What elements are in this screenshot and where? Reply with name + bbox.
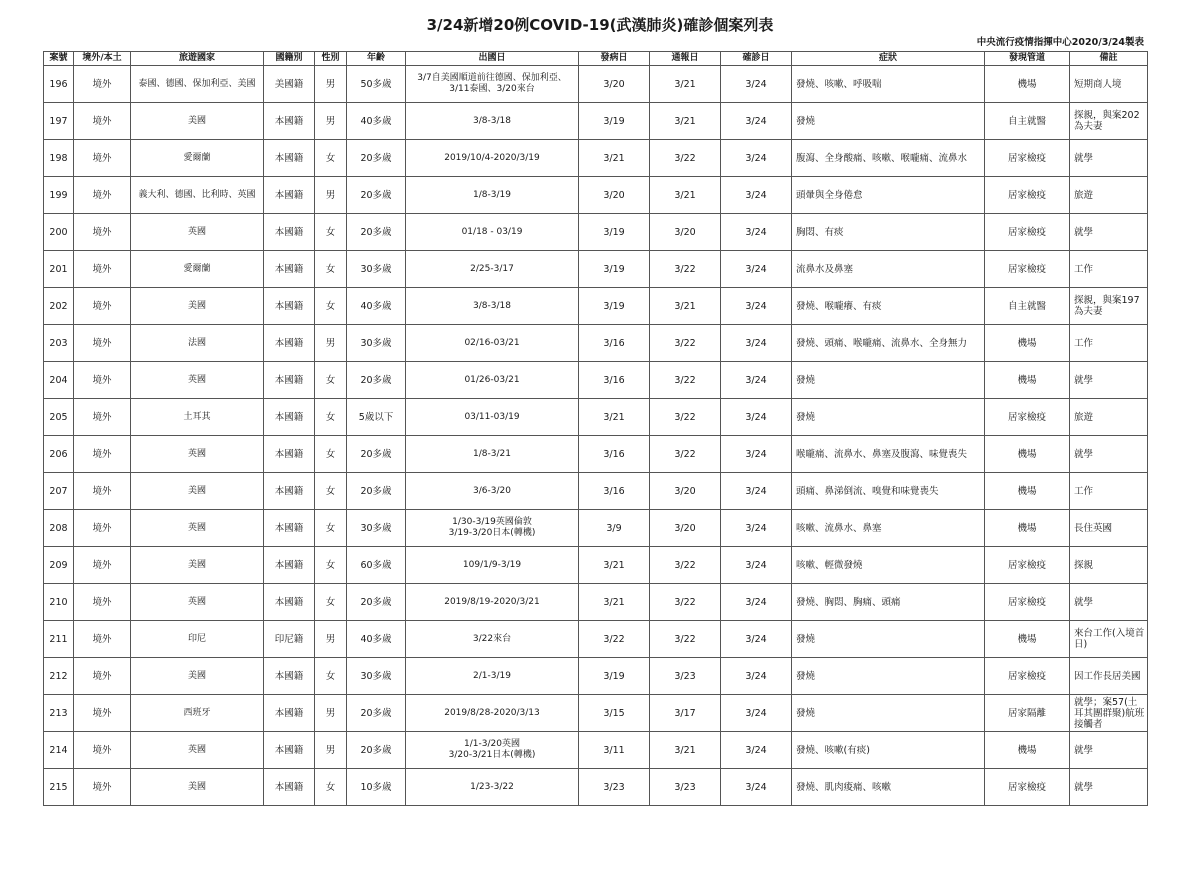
cell-nationality: 本國籍 [264,251,315,288]
cell-detection-channel: 居家檢疫 [985,399,1070,436]
cell-symptoms: 頭暈與全身倦怠 [792,177,985,214]
column-header-onset-date: 發病日 [579,52,650,66]
cell-onset-date: 3/16 [579,436,650,473]
cell-detection-channel: 自主就醫 [985,103,1070,140]
cell-age: 20多歲 [347,214,406,251]
cell-detection-channel: 居家檢疫 [985,140,1070,177]
cell-report-date: 3/22 [650,251,721,288]
cell-case-no: 200 [44,214,74,251]
cell-origin: 境外 [74,66,131,103]
cell-sex: 女 [315,473,347,510]
cell-remarks: 因工作長居美國 [1070,658,1148,695]
cell-age: 20多歲 [347,695,406,732]
cell-confirm-date: 3/24 [721,547,792,584]
cell-report-date: 3/22 [650,140,721,177]
cell-confirm-date: 3/24 [721,436,792,473]
cell-remarks: 探親，與案197為夫妻 [1070,288,1148,325]
cell-case-no: 215 [44,769,74,806]
cell-travel-countries: 美國 [131,288,264,325]
cell-nationality: 本國籍 [264,547,315,584]
cell-sex: 男 [315,325,347,362]
cell-sex: 女 [315,547,347,584]
cell-onset-date: 3/16 [579,362,650,399]
cell-travel-dates: 109/1/9-3/19 [406,547,579,584]
cell-remarks: 就學 [1070,769,1148,806]
cell-travel-dates: 2/1-3/19 [406,658,579,695]
cell-sex: 女 [315,214,347,251]
cell-age: 20多歲 [347,140,406,177]
cell-age: 30多歲 [347,251,406,288]
cell-detection-channel: 機場 [985,436,1070,473]
cell-onset-date: 3/9 [579,510,650,547]
cell-report-date: 3/22 [650,621,721,658]
cell-symptoms: 發燒、頭痛、喉嚨痛、流鼻水、全身無力 [792,325,985,362]
cell-report-date: 3/22 [650,362,721,399]
cell-age: 20多歲 [347,473,406,510]
cell-origin: 境外 [74,325,131,362]
cell-confirm-date: 3/24 [721,695,792,732]
cell-travel-countries: 泰國、德國、保加利亞、美國 [131,66,264,103]
cell-nationality: 本國籍 [264,658,315,695]
cell-symptoms: 咳嗽、輕微發燒 [792,547,985,584]
cell-age: 20多歲 [347,436,406,473]
cell-detection-channel: 機場 [985,473,1070,510]
cell-nationality: 本國籍 [264,584,315,621]
cell-report-date: 3/20 [650,510,721,547]
cell-travel-countries: 愛爾蘭 [131,251,264,288]
cell-sex: 女 [315,584,347,621]
cell-origin: 境外 [74,695,131,732]
cell-onset-date: 3/21 [579,140,650,177]
cell-confirm-date: 3/24 [721,510,792,547]
cell-sex: 女 [315,362,347,399]
cell-nationality: 本國籍 [264,473,315,510]
cell-nationality: 本國籍 [264,732,315,769]
cell-travel-countries: 美國 [131,547,264,584]
cell-onset-date: 3/16 [579,473,650,510]
cell-detection-channel: 居家檢疫 [985,214,1070,251]
cell-confirm-date: 3/24 [721,140,792,177]
cell-origin: 境外 [74,251,131,288]
cell-sex: 女 [315,436,347,473]
cell-nationality: 本國籍 [264,103,315,140]
table-row [44,362,1148,399]
column-header-report-date: 通報日 [650,52,721,66]
cell-report-date: 3/22 [650,436,721,473]
cell-onset-date: 3/22 [579,621,650,658]
cell-nationality: 本國籍 [264,288,315,325]
cell-travel-dates: 1/8-3/19 [406,177,579,214]
cell-travel-countries: 美國 [131,103,264,140]
cell-case-no: 212 [44,658,74,695]
cell-travel-dates: 3/8-3/18 [406,103,579,140]
cell-origin: 境外 [74,473,131,510]
cell-travel-countries: 印尼 [131,621,264,658]
cell-travel-countries: 英國 [131,436,264,473]
cell-travel-dates: 02/16-03/21 [406,325,579,362]
cell-travel-countries: 美國 [131,473,264,510]
cell-symptoms: 咳嗽、流鼻水、鼻塞 [792,510,985,547]
cell-detection-channel: 居家檢疫 [985,658,1070,695]
cell-origin: 境外 [74,732,131,769]
cell-travel-dates: 01/26-03/21 [406,362,579,399]
cell-travel-dates: 2019/8/28-2020/3/13 [406,695,579,732]
cell-remarks: 探親 [1070,547,1148,584]
cell-travel-dates: 2019/10/4-2020/3/19 [406,140,579,177]
cell-origin: 境外 [74,362,131,399]
cell-onset-date: 3/19 [579,214,650,251]
column-header-origin: 境外/本土 [74,52,131,66]
cell-nationality: 本國籍 [264,177,315,214]
cell-origin: 境外 [74,769,131,806]
cell-onset-date: 3/20 [579,66,650,103]
cell-report-date: 3/21 [650,66,721,103]
cell-report-date: 3/20 [650,473,721,510]
cell-remarks: 探親，與案202為夫妻 [1070,103,1148,140]
cell-travel-dates: 1/8-3/21 [406,436,579,473]
cell-symptoms: 頭痛、鼻涕倒流、嗅覺和味覺喪失 [792,473,985,510]
cell-travel-countries: 土耳其 [131,399,264,436]
cell-age: 50多歲 [347,66,406,103]
cell-age: 5歲以下 [347,399,406,436]
cell-sex: 男 [315,621,347,658]
cell-travel-dates: 3/8-3/18 [406,288,579,325]
table-row [44,621,1148,658]
cell-nationality: 本國籍 [264,362,315,399]
table-row [44,214,1148,251]
cell-sex: 女 [315,251,347,288]
cell-travel-dates: 3/7自美國順道前往德國、保加利亞、3/11泰國、3/20來台 [406,66,579,103]
cell-symptoms: 流鼻水及鼻塞 [792,251,985,288]
cell-confirm-date: 3/24 [721,103,792,140]
column-header-travel-countries: 旅遊國家 [131,52,264,66]
table-row [44,177,1148,214]
cell-case-no: 204 [44,362,74,399]
table-row [44,66,1148,103]
cell-sex: 女 [315,140,347,177]
cell-age: 40多歲 [347,621,406,658]
cell-confirm-date: 3/24 [721,325,792,362]
cell-travel-countries: 英國 [131,732,264,769]
cell-report-date: 3/17 [650,695,721,732]
cell-age: 30多歲 [347,658,406,695]
cell-confirm-date: 3/24 [721,658,792,695]
table-row [44,473,1148,510]
cell-onset-date: 3/20 [579,177,650,214]
cell-sex: 女 [315,288,347,325]
cell-detection-channel: 居家隔離 [985,695,1070,732]
column-header-confirm-date: 確診日 [721,52,792,66]
column-header-nationality: 國籍別 [264,52,315,66]
cell-travel-dates: 3/6-3/20 [406,473,579,510]
cell-onset-date: 3/19 [579,288,650,325]
cell-age: 10多歲 [347,769,406,806]
cell-origin: 境外 [74,214,131,251]
cell-nationality: 本國籍 [264,510,315,547]
cell-report-date: 3/20 [650,214,721,251]
cell-origin: 境外 [74,436,131,473]
column-header-case-no: 案號 [44,52,74,66]
table-row [44,732,1148,769]
cell-symptoms: 發燒、胸悶、胸痛、頭痛 [792,584,985,621]
cell-remarks: 工作 [1070,473,1148,510]
table-row [44,103,1148,140]
cell-nationality: 本國籍 [264,140,315,177]
cell-travel-dates: 1/23-3/22 [406,769,579,806]
cell-origin: 境外 [74,103,131,140]
cell-report-date: 3/22 [650,584,721,621]
cell-age: 30多歲 [347,510,406,547]
cell-detection-channel: 居家檢疫 [985,584,1070,621]
cell-travel-countries: 美國 [131,658,264,695]
cell-travel-dates: 1/1-3/20英國 3/20-3/21日本(轉機) [406,732,579,769]
cell-origin: 境外 [74,399,131,436]
cell-symptoms: 發燒、喉嚨癢、有痰 [792,288,985,325]
column-header-remarks: 備註 [1070,52,1148,66]
column-header-age: 年齡 [347,52,406,66]
cell-onset-date: 3/19 [579,251,650,288]
column-header-detection-channel: 發現管道 [985,52,1070,66]
cell-confirm-date: 3/24 [721,288,792,325]
cell-sex: 女 [315,510,347,547]
cell-age: 40多歲 [347,288,406,325]
cell-symptoms: 腹瀉、全身酸痛、咳嗽、喉嚨痛、流鼻水 [792,140,985,177]
cell-case-no: 211 [44,621,74,658]
cell-age: 20多歲 [347,732,406,769]
cell-symptoms: 發燒 [792,658,985,695]
cell-case-no: 205 [44,399,74,436]
cell-nationality: 本國籍 [264,325,315,362]
cell-travel-countries: 美國 [131,769,264,806]
cell-confirm-date: 3/24 [721,621,792,658]
cell-nationality: 本國籍 [264,436,315,473]
cell-nationality: 本國籍 [264,214,315,251]
table-row [44,769,1148,806]
table-row [44,547,1148,584]
table-row [44,584,1148,621]
cell-symptoms: 喉嚨痛、流鼻水、鼻塞及腹瀉、味覺喪失 [792,436,985,473]
cell-onset-date: 3/23 [579,769,650,806]
cell-detection-channel: 居家檢疫 [985,769,1070,806]
cell-origin: 境外 [74,140,131,177]
cell-travel-countries: 英國 [131,214,264,251]
cell-confirm-date: 3/24 [721,66,792,103]
column-header-sex: 性別 [315,52,347,66]
column-header-symptoms: 症狀 [792,52,985,66]
cell-report-date: 3/21 [650,103,721,140]
cell-symptoms: 發燒 [792,362,985,399]
table-row [44,695,1148,732]
cell-travel-dates: 1/30-3/19英國倫敦 3/19-3/20日本(轉機) [406,510,579,547]
cell-age: 20多歲 [347,584,406,621]
cell-onset-date: 3/21 [579,547,650,584]
credit-line: 中央流行疫情指揮中心2020/3/24製表 [976,37,1144,48]
cell-detection-channel: 機場 [985,732,1070,769]
cell-remarks: 旅遊 [1070,177,1148,214]
cell-remarks: 短期商人境 [1070,66,1148,103]
cell-case-no: 209 [44,547,74,584]
cell-travel-countries: 義大利、德國、比利時、英國 [131,177,264,214]
cell-origin: 境外 [74,177,131,214]
cell-report-date: 3/21 [650,177,721,214]
cell-case-no: 210 [44,584,74,621]
cell-remarks: 來台工作(入境首日) [1070,621,1148,658]
cell-symptoms: 發燒 [792,399,985,436]
cell-remarks: 就學 [1070,140,1148,177]
cell-detection-channel: 居家檢疫 [985,251,1070,288]
cell-report-date: 3/23 [650,658,721,695]
cell-confirm-date: 3/24 [721,177,792,214]
cell-report-date: 3/23 [650,769,721,806]
cell-travel-dates: 2/25-3/17 [406,251,579,288]
cell-confirm-date: 3/24 [721,251,792,288]
cell-onset-date: 3/19 [579,103,650,140]
cell-travel-countries: 英國 [131,362,264,399]
table-row [44,436,1148,473]
cell-report-date: 3/22 [650,325,721,362]
cell-confirm-date: 3/24 [721,214,792,251]
cell-remarks: 就學 [1070,362,1148,399]
cell-report-date: 3/21 [650,288,721,325]
cell-detection-channel: 居家檢疫 [985,547,1070,584]
column-header-travel-dates: 出國日 [406,52,579,66]
cell-symptoms: 發燒、咳嗽、呼吸喘 [792,66,985,103]
cell-sex: 男 [315,695,347,732]
cell-report-date: 3/21 [650,732,721,769]
cell-case-no: 201 [44,251,74,288]
cell-remarks: 就學；案57(土耳其團群聚)航班接觸者 [1070,695,1148,732]
cell-symptoms: 發燒、肌肉痠痛、咳嗽 [792,769,985,806]
table-header-row [44,52,1148,66]
cell-travel-countries: 英國 [131,510,264,547]
cell-age: 60多歲 [347,547,406,584]
cell-travel-dates: 01/18 - 03/19 [406,214,579,251]
cell-age: 20多歲 [347,177,406,214]
cell-remarks: 就學 [1070,214,1148,251]
case-table [43,51,1148,806]
cell-case-no: 207 [44,473,74,510]
cell-symptoms: 發燒 [792,621,985,658]
cell-nationality: 本國籍 [264,695,315,732]
cell-remarks: 就學 [1070,732,1148,769]
table-row [44,288,1148,325]
cell-origin: 境外 [74,658,131,695]
cell-confirm-date: 3/24 [721,584,792,621]
cell-confirm-date: 3/24 [721,473,792,510]
cell-age: 40多歲 [347,103,406,140]
cell-origin: 境外 [74,288,131,325]
cell-detection-channel: 居家檢疫 [985,177,1070,214]
cell-sex: 男 [315,103,347,140]
cell-nationality: 美國籍 [264,66,315,103]
cell-case-no: 198 [44,140,74,177]
page-title: 3/24新增20例COVID-19(武漢肺炎)確診個案列表 [426,16,774,34]
cell-onset-date: 3/21 [579,399,650,436]
cell-sex: 女 [315,769,347,806]
cell-case-no: 208 [44,510,74,547]
cell-origin: 境外 [74,547,131,584]
cell-sex: 男 [315,66,347,103]
cell-symptoms: 發燒 [792,103,985,140]
cell-case-no: 196 [44,66,74,103]
cell-sex: 男 [315,177,347,214]
cell-detection-channel: 機場 [985,66,1070,103]
cell-onset-date: 3/21 [579,584,650,621]
cell-detection-channel: 機場 [985,510,1070,547]
cell-case-no: 203 [44,325,74,362]
cell-remarks: 就學 [1070,584,1148,621]
cell-case-no: 206 [44,436,74,473]
cell-remarks: 工作 [1070,251,1148,288]
cell-sex: 男 [315,732,347,769]
cell-origin: 境外 [74,621,131,658]
cell-travel-countries: 愛爾蘭 [131,140,264,177]
cell-onset-date: 3/16 [579,325,650,362]
table-row [44,399,1148,436]
cell-detection-channel: 機場 [985,362,1070,399]
cell-report-date: 3/22 [650,547,721,584]
cell-travel-countries: 法國 [131,325,264,362]
cell-remarks: 長住英國 [1070,510,1148,547]
cell-age: 20多歲 [347,362,406,399]
cell-detection-channel: 機場 [985,325,1070,362]
table-row [44,658,1148,695]
cell-symptoms: 胸悶、有痰 [792,214,985,251]
cell-case-no: 214 [44,732,74,769]
cell-origin: 境外 [74,510,131,547]
cell-nationality: 本國籍 [264,399,315,436]
cell-onset-date: 3/15 [579,695,650,732]
table-row [44,251,1148,288]
cell-confirm-date: 3/24 [721,399,792,436]
table-row [44,325,1148,362]
cell-age: 30多歲 [347,325,406,362]
cell-case-no: 202 [44,288,74,325]
cell-travel-countries: 英國 [131,584,264,621]
cell-remarks: 旅遊 [1070,399,1148,436]
cell-symptoms: 發燒、咳嗽(有痰) [792,732,985,769]
cell-detection-channel: 自主就醫 [985,288,1070,325]
cell-confirm-date: 3/24 [721,362,792,399]
cell-case-no: 199 [44,177,74,214]
cell-remarks: 工作 [1070,325,1148,362]
cell-travel-dates: 2019/8/19-2020/3/21 [406,584,579,621]
cell-travel-countries: 西班牙 [131,695,264,732]
cell-onset-date: 3/19 [579,658,650,695]
cell-confirm-date: 3/24 [721,769,792,806]
cell-remarks: 就學 [1070,436,1148,473]
cell-sex: 女 [315,658,347,695]
cell-origin: 境外 [74,584,131,621]
cell-confirm-date: 3/24 [721,732,792,769]
cell-case-no: 197 [44,103,74,140]
cell-nationality: 本國籍 [264,769,315,806]
table-row [44,510,1148,547]
cell-sex: 女 [315,399,347,436]
cell-report-date: 3/22 [650,399,721,436]
cell-case-no: 213 [44,695,74,732]
cell-travel-dates: 03/11-03/19 [406,399,579,436]
cell-nationality: 印尼籍 [264,621,315,658]
cell-detection-channel: 機場 [985,621,1070,658]
cell-travel-dates: 3/22來台 [406,621,579,658]
table-row [44,140,1148,177]
cell-onset-date: 3/11 [579,732,650,769]
cell-symptoms: 發燒 [792,695,985,732]
